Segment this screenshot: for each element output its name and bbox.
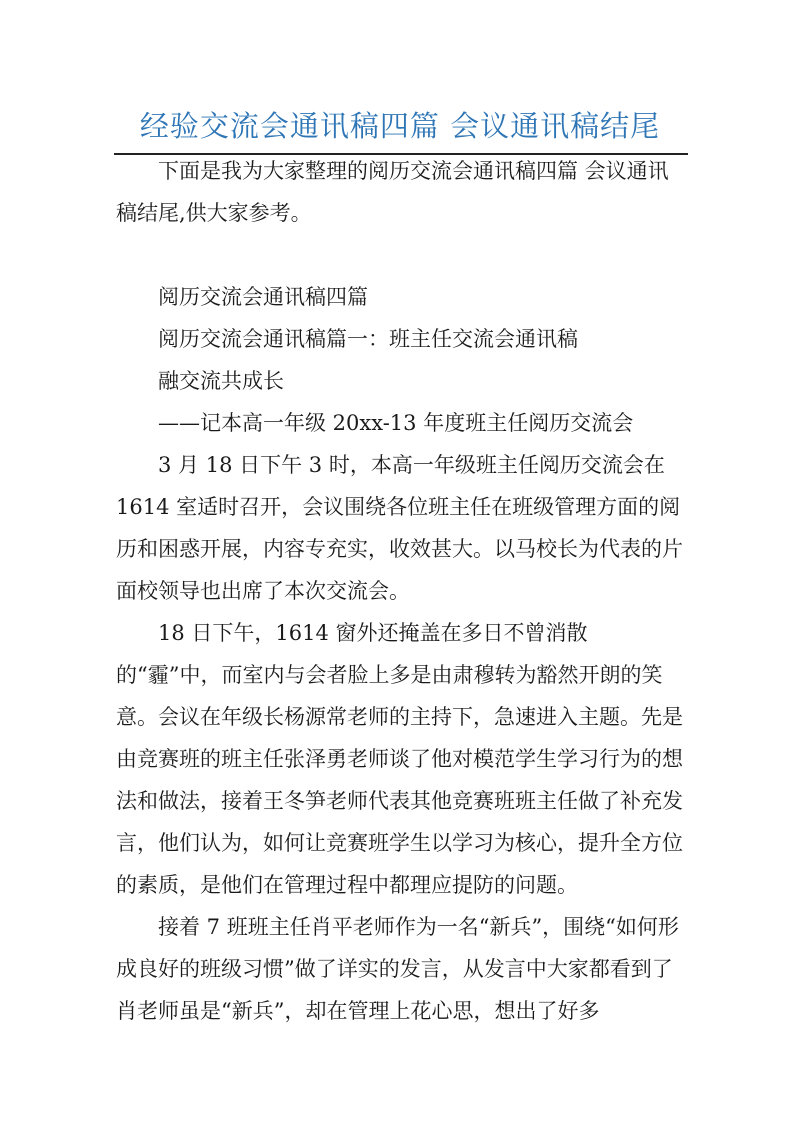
article-subtitle: ——记本高一年级 20xx-13 年度班主任阅历交流会 xyxy=(158,411,634,435)
body-paragraph: 接着 7 班班主任肖平老师作为一名“新兵”，围绕“如何形成良好的班级习惯”做了详实的发言，从发言中大家都看到了肖老师虽是“新兵”，却在管理上花心思，想出了好多 xyxy=(116,915,679,1023)
article-heading: 阅历交流会通讯稿篇一：班主任交流会通讯稿 xyxy=(158,327,578,351)
body-paragraph: 3 月 18 日下午 3 时，本高一年级班主任阅历交流会在 1614 室适时召开，会议围绕各位班主任在班级管理方面的阅历和困惑开展，内容专充实，收效甚大。以马校长为代表的片面校领导也出席了本次交流会。 xyxy=(116,453,683,603)
collection-heading: 阅历交流会通讯稿四篇 xyxy=(158,285,368,309)
document-body xyxy=(116,150,686,1032)
blank-line xyxy=(116,234,686,276)
body-paragraph: 18 日下午，1614 窗外还掩盖在多日不曾消散的“霾”中，而室内与会者脸上多是由肃穆转为豁然开朗的笑意。会议在年级长杨源常老师的主持下，急速进入主题。先是由竞赛班的班主任张泽勇老师谈了他对模范学生学习行为的想法和做法，接着王冬笋老师代表其他竞赛班班主任做了补充发言，他们认为，如何让竞赛班学生以学习为核心，提升全方位的素质，是他们在管理过程中都理应提防的问题。 xyxy=(116,621,683,897)
document-title: 经验交流会通讯稿四篇 会议通讯稿结尾 xyxy=(139,109,661,143)
article-title: 融交流共成长 xyxy=(158,369,284,393)
intro-paragraph: 下面是我为大家整理的阅历交流会通讯稿四篇 会议通讯稿结尾,供大家参考。 xyxy=(116,159,669,225)
